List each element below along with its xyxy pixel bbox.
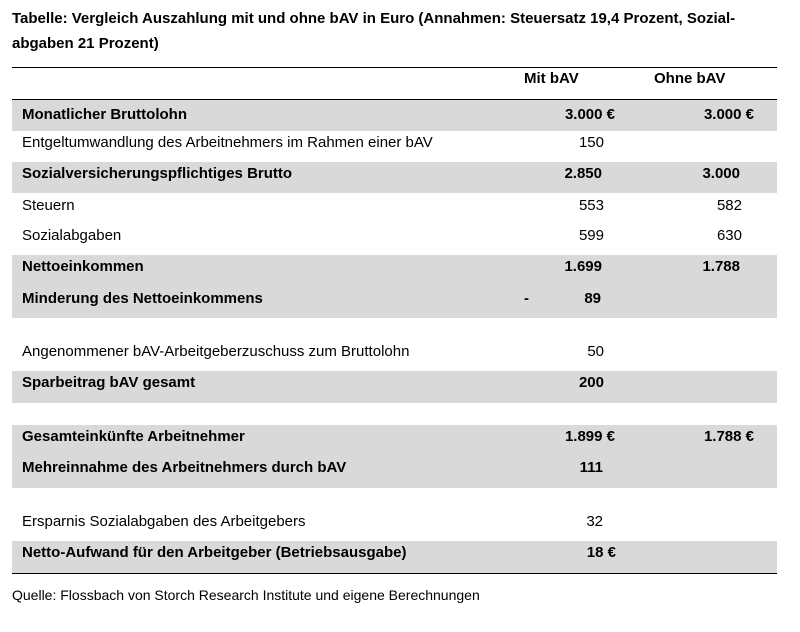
row-label: Entgeltumwandlung des Arbeitnehmers im Rahmen einer bAV <box>22 134 433 151</box>
mit-bav-value: 1.899 € <box>564 428 615 445</box>
row-label: Mehreinnahme des Arbeitnehmers durch bAV <box>22 459 347 476</box>
ohne-bav-value: 3.000 <box>702 165 740 182</box>
row-label: Nettoeinkommen <box>22 258 144 275</box>
table-row <box>12 541 777 573</box>
mit-bav-value: 3.000 € <box>564 106 615 123</box>
row-label: Angenommener bAV-Arbeitgeberzuschuss zum Bruttolohn <box>22 343 410 360</box>
row-label: Minderung des Nettoeinkommens <box>22 290 263 307</box>
bottom-rule <box>12 573 777 574</box>
table-row <box>12 510 777 541</box>
mit-bav-value: 150 <box>578 134 604 151</box>
row-label: Sparbeitrag bAV gesamt <box>22 374 196 391</box>
table-row-group <box>12 255 777 318</box>
mit-bav-value: 111 <box>579 459 603 476</box>
row-label: Monatlicher Bruttolohn <box>22 106 187 123</box>
ohne-bav-value: 630 <box>716 227 742 244</box>
row-label: Steuern <box>22 197 75 214</box>
minus-sign: - <box>524 290 529 307</box>
table-row <box>12 131 777 162</box>
table-title: Tabelle: Vergleich Auszahlung mit und ohne bAV in Euro (Annahmen: Steuersatz 19,4 Prozent, Sozial-abgaben 21 Prozent) <box>12 10 736 52</box>
ohne-bav-value: 582 <box>716 197 742 214</box>
table-row <box>12 371 777 403</box>
mit-bav-value: 89 <box>584 290 601 307</box>
table-row <box>12 162 777 193</box>
row-label: Gesamteinkünfte Arbeitnehmer <box>22 428 245 445</box>
ohne-bav-value: 3.000 € <box>703 106 754 123</box>
top-rule <box>12 67 777 68</box>
mit-bav-value: 1.699 <box>564 258 602 275</box>
mit-bav-value: 599 <box>578 227 604 244</box>
table-row <box>12 224 777 255</box>
column-header-mit-bav: Mit bAV <box>524 70 579 87</box>
mit-bav-value: 2.850 <box>564 165 602 182</box>
mit-bav-value: 50 <box>587 343 604 360</box>
table-row-group <box>12 425 777 488</box>
table-row <box>12 340 777 371</box>
row-label: Netto-Aufwand für den Arbeitgeber (Betriebsausgabe) <box>22 544 407 561</box>
ohne-bav-value: 1.788 € <box>703 428 754 445</box>
source-note: Quelle: Flossbach von Storch Research Institute und eigene Berechnungen <box>12 587 480 603</box>
mit-bav-value: 553 <box>578 197 604 214</box>
mit-bav-value: 200 <box>578 374 604 391</box>
row-label: Sozialabgaben <box>22 227 122 244</box>
table-row <box>12 194 777 224</box>
ohne-bav-value: 1.788 <box>702 258 740 275</box>
row-label: Sozialversicherungspflichtiges Brutto <box>22 165 293 182</box>
mit-bav-value: 32 <box>586 513 603 530</box>
row-label: Ersparnis Sozialabgaben des Arbeitgebers <box>22 513 306 530</box>
column-header-ohne-bav: Ohne bAV <box>654 70 726 87</box>
table-row <box>12 100 777 131</box>
mit-bav-value: 18 € <box>586 544 616 561</box>
